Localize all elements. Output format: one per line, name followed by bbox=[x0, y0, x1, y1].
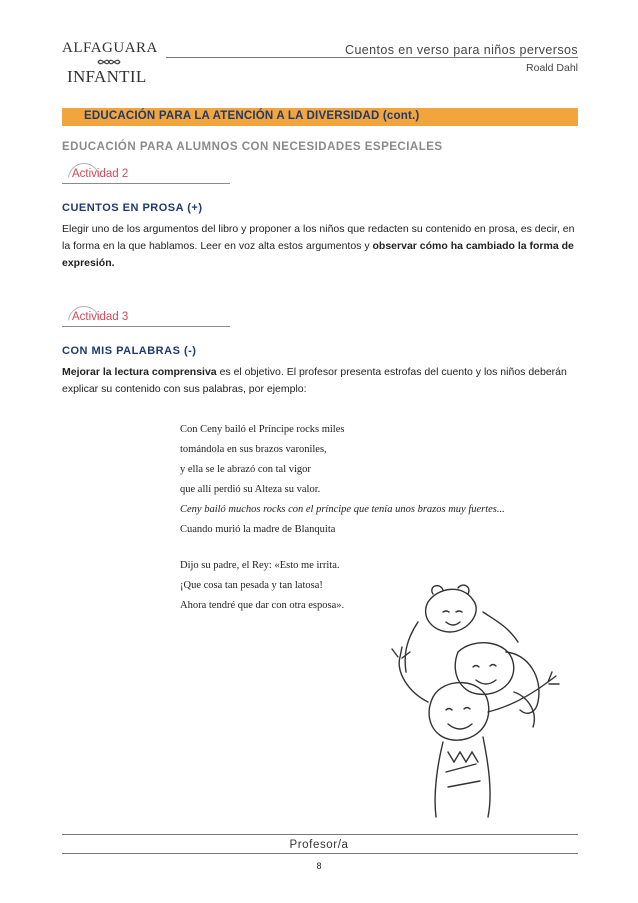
children-illustration bbox=[388, 582, 578, 822]
poem-line: ¡Que cosa tan pesada y tan latosa! bbox=[180, 580, 323, 591]
activity-2-heading: CUENTOS EN PROSA (+) bbox=[62, 202, 203, 214]
poem-line: Con Ceny bailó el Príncipe rocks miles bbox=[180, 424, 345, 435]
footer-label: Profesor/a bbox=[289, 839, 349, 851]
section-banner bbox=[62, 108, 578, 126]
section-heading: EDUCACIÓN PARA ALUMNOS CON NECESIDADES ESPECIALES bbox=[62, 141, 443, 153]
activity-3-text-bold: Mejorar la lectura comprensiva bbox=[62, 366, 217, 378]
alfaguara-infantil-logo bbox=[62, 40, 158, 86]
poem-line: y ella se le abrazó con tal vigor bbox=[180, 464, 311, 475]
activity-3-text-body: es el objetivo. El profesor presenta estrofas del cuento y los niños deberán explicar su contenido con sus palabras, por ejemplo: bbox=[62, 366, 567, 395]
logo-bottom-text: INFANTIL bbox=[67, 67, 147, 86]
activity-3-text bbox=[62, 364, 578, 398]
poem-line: que allí perdió su Alteza su valor. bbox=[180, 484, 321, 495]
banner-text: EDUCACIÓN PARA LA ATENCIÓN A LA DIVERSIDAD (cont.) bbox=[84, 110, 420, 122]
activity-2-text bbox=[62, 221, 578, 272]
activity-3-heading: CON MIS PALABRAS (-) bbox=[62, 345, 197, 357]
poem-line: tomándola en sus brazos varoniles, bbox=[180, 444, 327, 455]
activity-2-text-body: Elegir uno de los argumentos del libro y proponer a los niños que redacten su contenido en prosa, es decir, en la forma en la que hablamos. Leer en voz alta estos argumentos y bbox=[62, 223, 575, 252]
activity-2-label: Actividad 2 bbox=[72, 168, 129, 180]
book-title: Cuentos en verso para niños perversos bbox=[345, 43, 578, 57]
page-number: 8 bbox=[316, 861, 322, 871]
activity-3-label: Actividad 3 bbox=[72, 311, 129, 323]
poem-line: Ahora tendré que dar con otra esposa». bbox=[180, 600, 345, 611]
book-author: Roald Dahl bbox=[526, 62, 578, 74]
footer-rule bbox=[62, 853, 578, 854]
poem-line: Dijo su padre, el Rey: «Esto me irrita. bbox=[180, 560, 340, 571]
activity-2-tab bbox=[62, 163, 230, 184]
logo-top-text: ALFAGUARA bbox=[62, 40, 158, 56]
poem-line: Cuando murió la madre de Blanquita bbox=[180, 524, 336, 535]
activity-2-text-bold: observar cómo ha cambiado la forma de expresión. bbox=[62, 240, 574, 269]
poem-paraphrase: Ceny bailó muchos rocks con el príncipe que tenía unos brazos muy fuertes... bbox=[180, 504, 505, 515]
activity-3-tab bbox=[62, 306, 230, 327]
header-rule bbox=[166, 57, 578, 58]
footer-rule bbox=[62, 834, 578, 835]
